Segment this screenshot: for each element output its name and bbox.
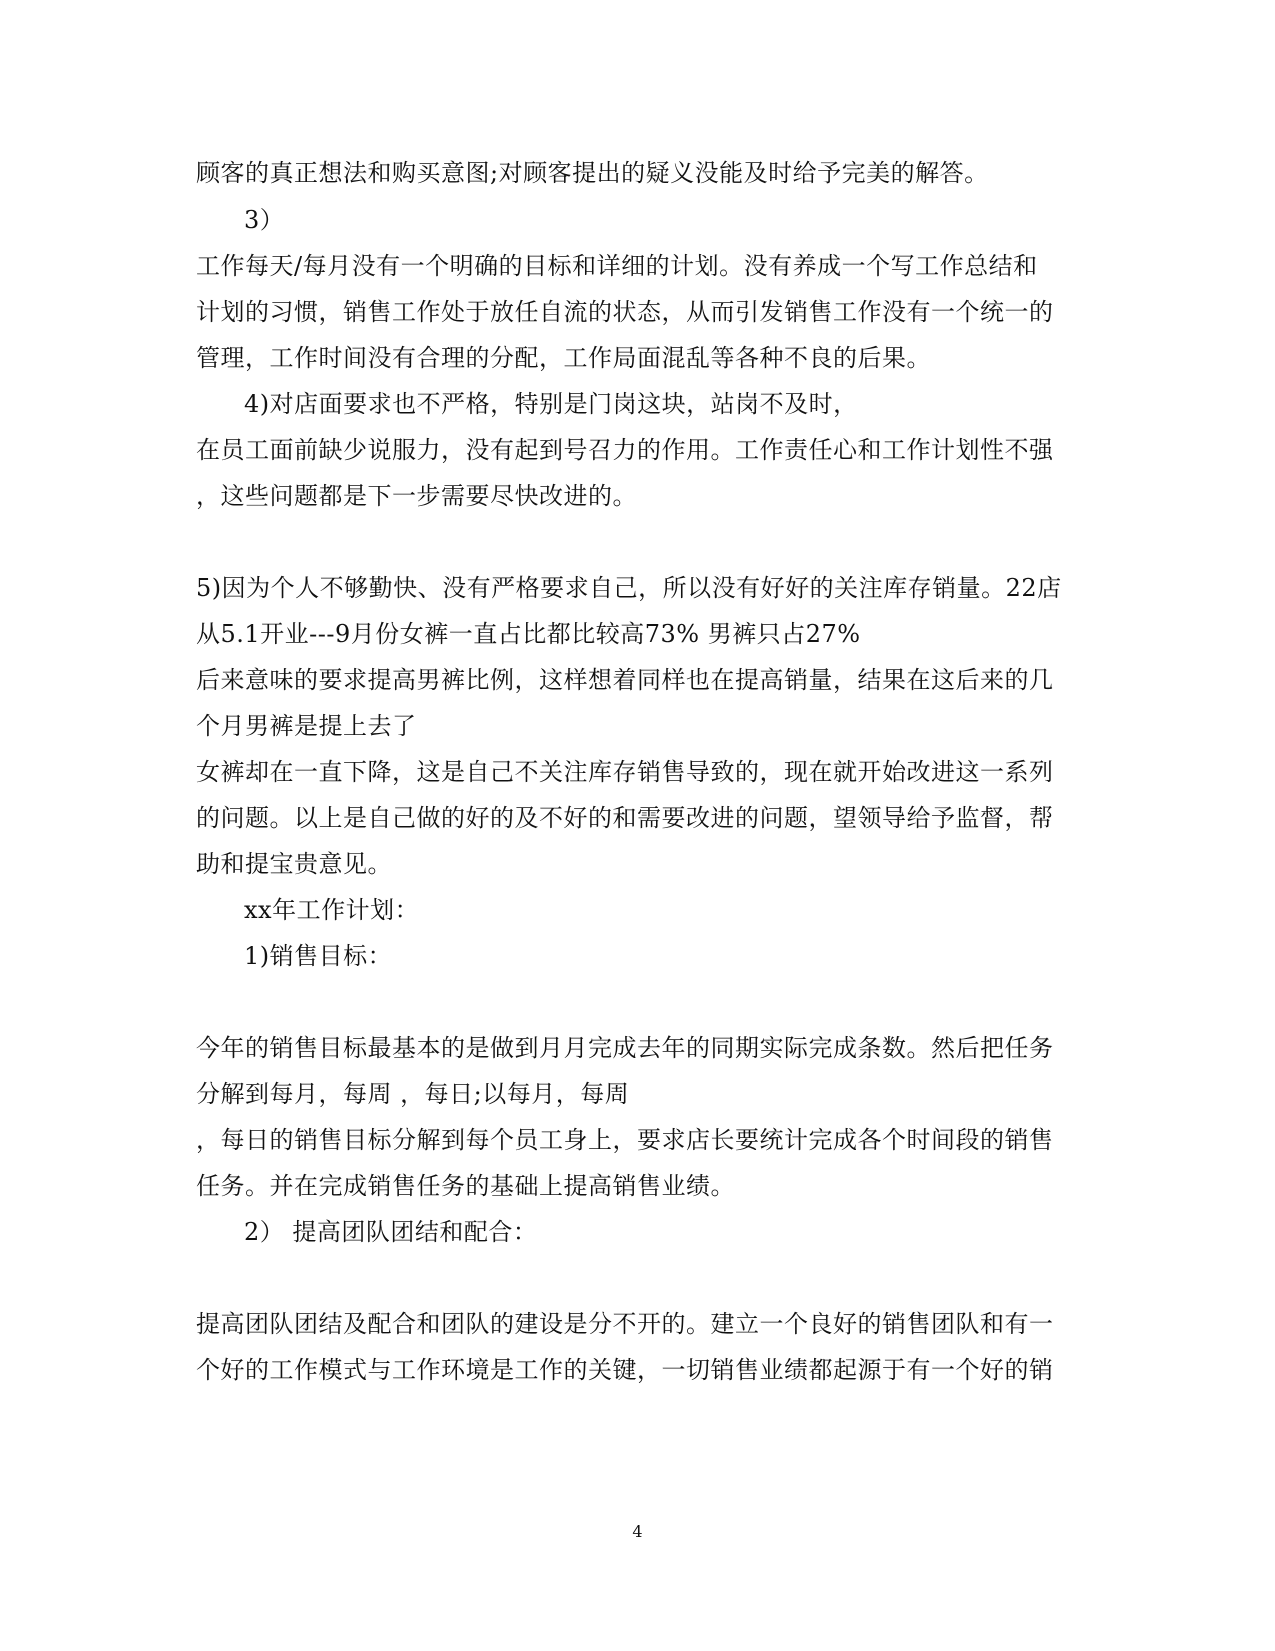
text-line: 个月男裤是提上去了	[196, 712, 417, 740]
text-line: 个好的工作模式与工作环境是工作的关键，一切销售业绩都起源于有一个好的销	[196, 1356, 1054, 1384]
text-line: 从5.1开业---9月份女裤一直占比都比较高73% 男裤只占27%	[196, 620, 861, 648]
text-line: 2） 提高团队团结和配合：	[244, 1218, 538, 1246]
text-line: 后来意味的要求提高男裤比例，这样想着同样也在提高销量，结果在这后来的几	[196, 666, 1054, 694]
text-line: 管理，工作时间没有合理的分配，工作局面混乱等各种不良的后果。	[196, 344, 931, 372]
page-number: 4	[632, 1522, 643, 1541]
text-line: 任务。并在完成销售任务的基础上提高销售业绩。	[196, 1172, 735, 1200]
text-line: xx年工作计划：	[244, 896, 420, 924]
text-line: 女裤却在一直下降，这是自己不关注库存销售导致的，现在就开始改进这一系列	[196, 758, 1054, 786]
text-line: 工作每天/每月没有一个明确的目标和详细的计划。没有养成一个写工作总结和	[196, 252, 1038, 280]
text-line: 4)对店面要求也不严格，特别是门岗这块，站岗不及时，	[244, 390, 858, 418]
text-line: 助和提宝贵意见。	[196, 850, 392, 878]
text-line: 5)因为个人不够勤快、没有严格要求自己，所以没有好好的关注库存销量。22店	[196, 574, 1062, 602]
text-line: ，每日的销售目标分解到每个员工身上，要求店长要统计完成各个时间段的销售	[196, 1126, 1054, 1154]
text-line: 的问题。以上是自己做的好的及不好的和需要改进的问题，望领导给予监督，帮	[196, 804, 1054, 832]
text-line: ，这些问题都是下一步需要尽快改进的。	[196, 482, 637, 510]
text-line: 计划的习惯，销售工作处于放任自流的状态，从而引发销售工作没有一个统一的	[196, 298, 1054, 326]
text-line: 提高团队团结及配合和团队的建设是分不开的。建立一个良好的销售团队和有一	[196, 1310, 1054, 1338]
text-line: 在员工面前缺少说服力，没有起到号召力的作用。工作责任心和工作计划性不强	[196, 436, 1054, 464]
text-line: 3）	[244, 206, 285, 234]
text-line: 顾客的真正想法和购买意图;对顾客提出的疑义没能及时给予完美的解答。	[196, 159, 989, 187]
text-line: 今年的销售目标最基本的是做到月月完成去年的同期实际完成条数。然后把任务	[196, 1034, 1054, 1062]
text-line: 分解到每月，每周 ，每日;以每月，每周	[196, 1080, 630, 1108]
text-line: 1)销售目标：	[244, 942, 393, 970]
